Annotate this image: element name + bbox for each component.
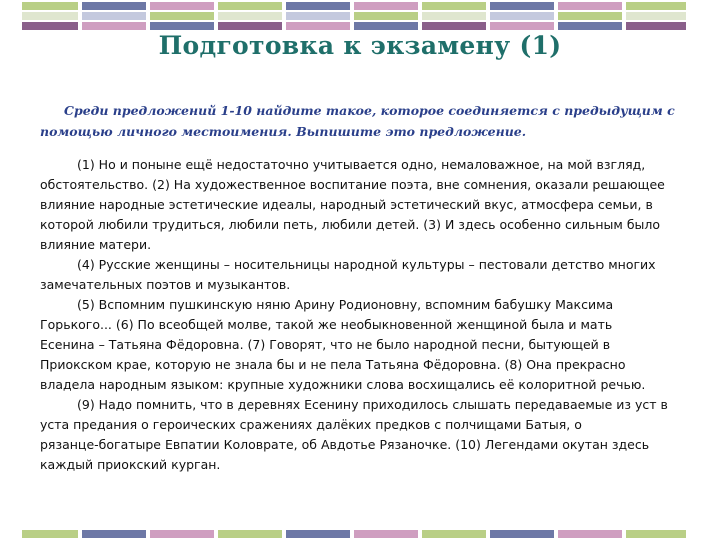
text-line: влияние матери. xyxy=(40,237,152,252)
bottom-decorative-stripes xyxy=(0,528,720,540)
text-line: Есенина – Татьяна Фёдоровна. (7) Говорят, что не было народной песни, бытующей в xyxy=(40,337,611,352)
task-line: помощью личного местоимения. Выпишите это предложение. xyxy=(40,124,527,139)
text-line: (5) Вспомним пушкинскую няню Арину Родионовну, вспомним бабушку Максима xyxy=(77,297,614,312)
text-line: уста предания о героических сражениях далёких предков с полчищами Батыя, о xyxy=(40,417,582,432)
text-line: Горького... (6) По всеобщей молве, такой же необыкновенной женщиной была и мать xyxy=(40,317,613,332)
text-line: обстоятельство. (2) На художественное воспитание поэта, вне сомнения, оказали решающее xyxy=(40,177,665,192)
text-line: владела народным языком: крупные художники слова восхищались её колоритной речью. xyxy=(40,377,646,392)
text-line: (1) Но и поныне ещё недостаточно учитывается одно, немаловажное, на мой взгляд, xyxy=(77,157,646,172)
text-line: рязанце-богатыре Евпатии Коловрате, об Авдотье Рязаночке. (10) Легендами окутан здесь xyxy=(40,437,650,452)
text-line: Приокском крае, которую не знала бы и не пела Татьяна Фёдоровна. (8) Она прекрасно xyxy=(40,357,626,372)
text-line: влияние народные эстетические идеалы, народный эстетический вкус, атмосфера семьи, в xyxy=(40,197,653,212)
task-instruction xyxy=(40,100,695,142)
text-line: которой любили трудиться, любили петь, любили детей. (3) И здесь особенно сильным было xyxy=(40,217,661,232)
text-line: замечательных поэтов и музыкантов. xyxy=(40,277,291,292)
top-decorative-stripes xyxy=(0,0,720,32)
source-text xyxy=(40,155,700,475)
task-line: Среди предложений 1-10 найдите такое, которое соединяется с предыдущим с xyxy=(64,103,675,118)
slide-title: Подготовка к экзамену (1) xyxy=(158,31,562,60)
text-line: (9) Надо помнить, что в деревнях Есенину приходилось слышать передаваемые из уст в xyxy=(77,397,668,412)
text-line: каждый приокский курган. xyxy=(40,457,221,472)
text-line: (4) Русские женщины – носительницы народной культуры – пестовали детство многих xyxy=(77,257,656,272)
